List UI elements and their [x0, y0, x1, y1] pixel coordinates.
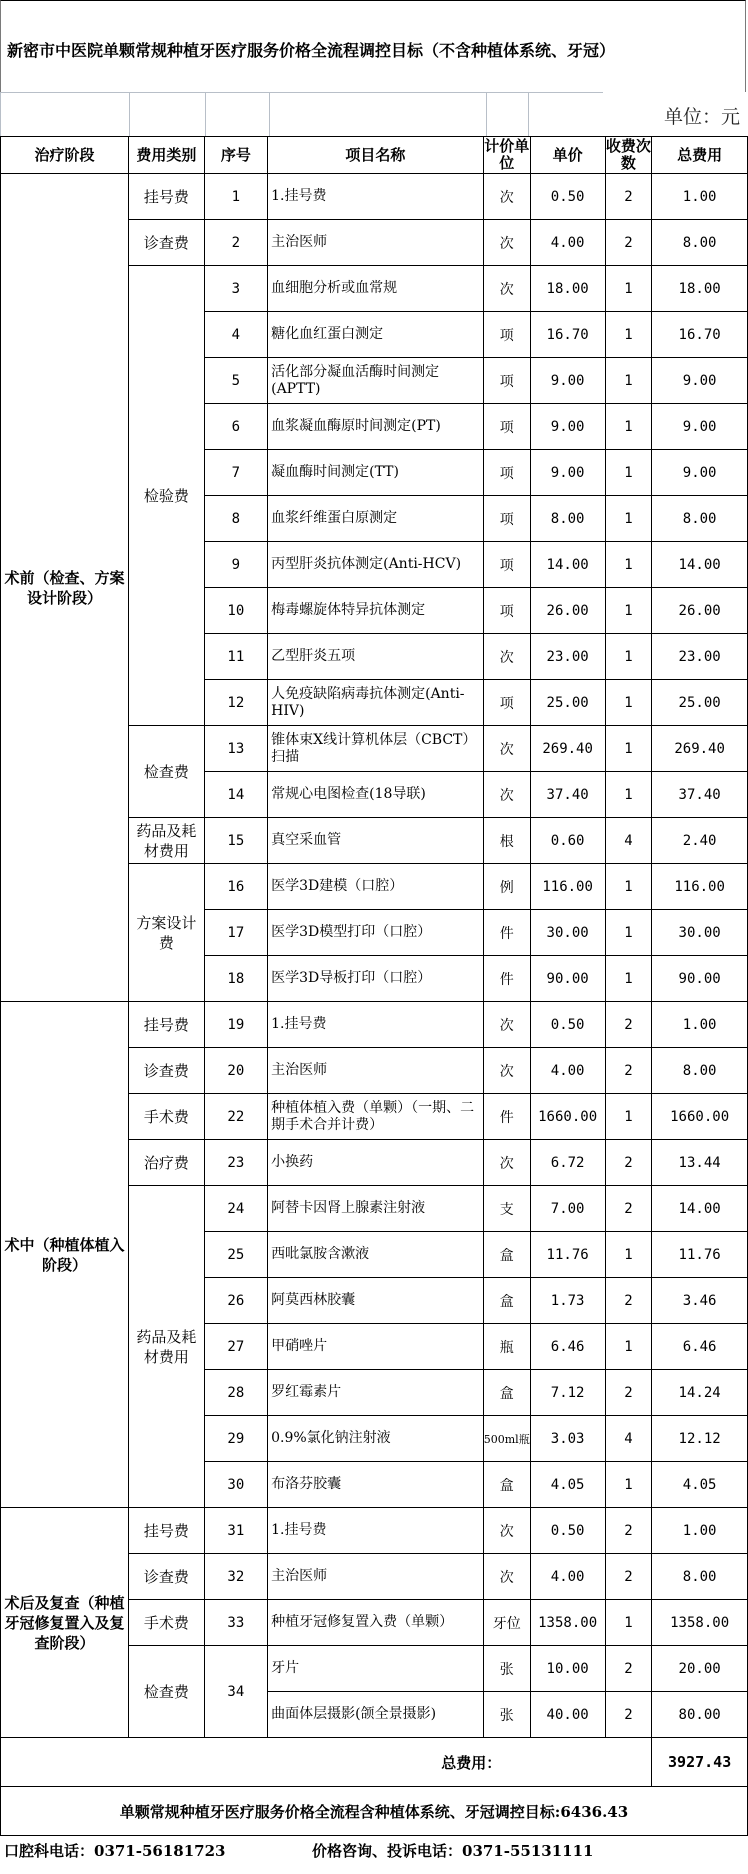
item-name-cell: 医学3D建模（口腔）	[268, 864, 484, 910]
item-name-cell: 丙型肝炎抗体测定(Anti-HCV)	[268, 542, 484, 588]
seq-cell: 18	[204, 956, 268, 1002]
stage-cell: 术前（检查、方案设计阶段）	[1, 174, 129, 1002]
item-name-cell: 阿莫西林胶囊	[268, 1278, 484, 1324]
unit-cell: 张	[483, 1646, 530, 1692]
seq-cell: 8	[204, 496, 268, 542]
unit-cell: 张	[483, 1692, 530, 1738]
seq-cell: 29	[204, 1416, 268, 1462]
seq-cell: 31	[204, 1508, 268, 1554]
total-cell: 14.24	[652, 1370, 748, 1416]
seq-cell: 20	[204, 1048, 268, 1094]
item-name-cell: 血细胞分析或血常规	[268, 266, 484, 312]
price-cell: 30.00	[530, 910, 605, 956]
price-cell: 7.12	[530, 1370, 605, 1416]
item-name-cell: 血浆纤维蛋白原测定	[268, 496, 484, 542]
unit-cell: 项	[483, 496, 530, 542]
seq-cell: 5	[204, 358, 268, 404]
count-cell: 2	[605, 220, 652, 266]
count-cell: 1	[605, 1462, 652, 1508]
count-cell: 2	[605, 1508, 652, 1554]
seq-cell: 25	[204, 1232, 268, 1278]
total-cell: 14.00	[652, 542, 748, 588]
seq-cell: 30	[204, 1462, 268, 1508]
seq-cell: 4	[204, 312, 268, 358]
item-name-cell: 血浆凝血酶原时间测定(PT)	[268, 404, 484, 450]
category-cell: 挂号费	[129, 174, 204, 220]
unit-cell: 次	[483, 266, 530, 312]
count-cell: 1	[605, 772, 652, 818]
price-cell: 4.00	[530, 220, 605, 266]
total-cell: 13.44	[652, 1140, 748, 1186]
price-cell: 6.72	[530, 1140, 605, 1186]
header-row	[1, 137, 748, 174]
category-cell: 诊查费	[129, 1048, 204, 1094]
price-cell: 0.50	[530, 1002, 605, 1048]
price-cell: 0.50	[530, 1508, 605, 1554]
price-cell: 6.46	[530, 1324, 605, 1370]
unit-cell: 支	[483, 1186, 530, 1232]
blank-cell	[129, 92, 205, 136]
price-table	[0, 136, 748, 1836]
total-cell: 116.00	[652, 864, 748, 910]
seq-cell: 16	[204, 864, 268, 910]
count-cell: 1	[605, 910, 652, 956]
total-row	[1, 1738, 748, 1787]
price-cell: 90.00	[530, 956, 605, 1002]
total-cell: 2.40	[652, 818, 748, 864]
item-name-cell: 西吡氯胺含漱液	[268, 1232, 484, 1278]
count-cell: 1	[605, 1600, 652, 1646]
item-name-cell: 甲硝唑片	[268, 1324, 484, 1370]
price-cell: 116.00	[530, 864, 605, 910]
item-name-cell: 罗红霉素片	[268, 1370, 484, 1416]
item-name-cell: 曲面体层摄影(颌全景摄影)	[268, 1692, 484, 1738]
price-cell: 4.05	[530, 1462, 605, 1508]
count-cell: 1	[605, 450, 652, 496]
price-cell: 9.00	[530, 358, 605, 404]
count-cell: 2	[605, 1646, 652, 1692]
unit-cell: 次	[483, 726, 530, 772]
blank-cell	[0, 92, 129, 136]
count-cell: 2	[605, 1278, 652, 1324]
blank-cell	[205, 92, 269, 136]
count-cell: 1	[605, 726, 652, 772]
seq-cell: 27	[204, 1324, 268, 1370]
seq-cell: 24	[204, 1186, 268, 1232]
item-name-cell: 糖化血红蛋白测定	[268, 312, 484, 358]
header-category: 费用类别	[129, 137, 204, 174]
seq-cell: 17	[204, 910, 268, 956]
price-cell: 4.00	[530, 1048, 605, 1094]
unit-cell: 项	[483, 588, 530, 634]
unit-cell: 次	[483, 1002, 530, 1048]
total-cell: 8.00	[652, 496, 748, 542]
blank-cell	[269, 92, 486, 136]
seq-cell: 33	[204, 1600, 268, 1646]
item-name-cell: 主治医师	[268, 220, 484, 266]
item-name-cell: 1.挂号费	[268, 1508, 484, 1554]
seq-cell: 19	[204, 1002, 268, 1048]
unit-cell: 盒	[483, 1462, 530, 1508]
seq-cell: 13	[204, 726, 268, 772]
category-cell: 挂号费	[129, 1508, 204, 1554]
item-name-cell: 阿替卡因肾上腺素注射液	[268, 1186, 484, 1232]
total-cell: 269.40	[652, 726, 748, 772]
count-cell: 1	[605, 358, 652, 404]
category-cell: 诊查费	[129, 220, 204, 266]
total-cell: 30.00	[652, 910, 748, 956]
item-name-cell: 种植体植入费（单颗）（一期、二期手术合并计费）	[268, 1094, 484, 1140]
blank-cell	[486, 92, 528, 136]
total-cell: 1.00	[652, 174, 748, 220]
category-cell: 方案设计费	[129, 864, 204, 1002]
unit-cell: 次	[483, 634, 530, 680]
unit-cell: 件	[483, 956, 530, 1002]
total-cell: 18.00	[652, 266, 748, 312]
category-cell: 手术费	[129, 1094, 204, 1140]
price-cell: 23.00	[530, 634, 605, 680]
count-cell: 2	[605, 1002, 652, 1048]
unit-row	[0, 92, 748, 136]
total-cell: 37.40	[652, 772, 748, 818]
total-cell: 25.00	[652, 680, 748, 726]
total-cell: 8.00	[652, 220, 748, 266]
seq-cell: 26	[204, 1278, 268, 1324]
unit-cell: 项	[483, 450, 530, 496]
total-cell: 11.76	[652, 1232, 748, 1278]
total-cell: 9.00	[652, 404, 748, 450]
unit-cell: 次	[483, 1508, 530, 1554]
total-cell: 8.00	[652, 1048, 748, 1094]
summary-text: 单颗常规种植牙医疗服务价格全流程含种植体系统、牙冠调控目标:6436.43	[1, 1787, 748, 1836]
count-cell: 1	[605, 588, 652, 634]
seq-cell: 10	[204, 588, 268, 634]
item-name-cell: 凝血酶时间测定(TT)	[268, 450, 484, 496]
total-cell: 1.00	[652, 1002, 748, 1048]
count-cell: 1	[605, 1232, 652, 1278]
item-name-cell: 主治医师	[268, 1554, 484, 1600]
count-cell: 1	[605, 542, 652, 588]
header-seq: 序号	[204, 137, 268, 174]
total-cell: 90.00	[652, 956, 748, 1002]
count-cell: 1	[605, 496, 652, 542]
item-name-cell: 常规心电图检查(18导联)	[268, 772, 484, 818]
count-cell: 4	[605, 1416, 652, 1462]
unit-cell: 项	[483, 312, 530, 358]
unit-cell: 次	[483, 772, 530, 818]
header-total: 总费用	[652, 137, 748, 174]
total-cell: 16.70	[652, 312, 748, 358]
price-cell: 9.00	[530, 404, 605, 450]
category-cell: 药品及耗材费用	[129, 818, 204, 864]
blank-cell	[528, 92, 603, 136]
seq-cell: 34	[204, 1646, 268, 1738]
unit-cell: 项	[483, 680, 530, 726]
total-cell: 4.05	[652, 1462, 748, 1508]
header-name: 项目名称	[268, 137, 484, 174]
item-name-cell: 布洛芬胶囊	[268, 1462, 484, 1508]
stage-cell: 术中（种植体植入阶段）	[1, 1002, 129, 1508]
total-cell: 6.46	[652, 1324, 748, 1370]
table-row	[1, 1508, 748, 1554]
seq-cell: 14	[204, 772, 268, 818]
seq-cell: 2	[204, 220, 268, 266]
item-name-cell: 人免疫缺陷病毒抗体测定(Anti-HIV)	[268, 680, 484, 726]
total-label: 总费用：	[1, 1738, 652, 1787]
seq-cell: 32	[204, 1554, 268, 1600]
count-cell: 1	[605, 266, 652, 312]
price-cell: 16.70	[530, 312, 605, 358]
unit-cell: 次	[483, 1554, 530, 1600]
count-cell: 1	[605, 864, 652, 910]
header-count: 收费次数	[605, 137, 651, 172]
unit-cell: 次	[483, 1048, 530, 1094]
item-name-cell: 小换药	[268, 1140, 484, 1186]
count-cell: 1	[605, 680, 652, 726]
seq-cell: 11	[204, 634, 268, 680]
category-cell: 手术费	[129, 1600, 204, 1646]
unit-cell: 牙位	[483, 1600, 530, 1646]
price-cell: 14.00	[530, 542, 605, 588]
seq-cell: 6	[204, 404, 268, 450]
category-cell: 治疗费	[129, 1140, 204, 1186]
price-cell: 1358.00	[530, 1600, 605, 1646]
item-name-cell: 1.挂号费	[268, 1002, 484, 1048]
seq-cell: 22	[204, 1094, 268, 1140]
count-cell: 1	[605, 404, 652, 450]
total-cell: 14.00	[652, 1186, 748, 1232]
item-name-cell: 活化部分凝血活酶时间测定(APTT)	[268, 358, 484, 404]
category-cell: 检验费	[129, 266, 204, 726]
unit-cell: 盒	[483, 1370, 530, 1416]
item-name-cell: 1.挂号费	[268, 174, 484, 220]
header-price: 单价	[530, 137, 605, 174]
price-cell: 269.40	[530, 726, 605, 772]
price-cell: 0.60	[530, 818, 605, 864]
count-cell: 1	[605, 1094, 652, 1140]
total-cell: 1.00	[652, 1508, 748, 1554]
seq-cell: 15	[204, 818, 268, 864]
price-cell: 0.50	[530, 174, 605, 220]
header-stage: 治疗阶段	[1, 137, 129, 174]
complaint-phone: 价格咨询、投诉电话：0371-55131111	[312, 1842, 594, 1860]
unit-cell: 项	[483, 358, 530, 404]
price-cell: 9.00	[530, 450, 605, 496]
unit-cell: 次	[483, 174, 530, 220]
count-cell: 1	[605, 312, 652, 358]
unit-cell: 件	[483, 910, 530, 956]
total-cell: 1358.00	[652, 1600, 748, 1646]
price-cell: 4.00	[530, 1554, 605, 1600]
page-title: 新密市中医院单颗常规种植牙医疗服务价格全流程调控目标（不含种植体系统、牙冠）	[7, 41, 616, 60]
seq-cell: 12	[204, 680, 268, 726]
total-cell: 9.00	[652, 450, 748, 496]
price-cell: 26.00	[530, 588, 605, 634]
total-cell: 80.00	[652, 1692, 748, 1738]
price-cell: 11.76	[530, 1232, 605, 1278]
category-cell: 挂号费	[129, 1002, 204, 1048]
footer-contacts	[0, 1826, 748, 1874]
price-cell: 7.00	[530, 1186, 605, 1232]
item-name-cell: 牙片	[268, 1646, 484, 1692]
total-cell: 20.00	[652, 1646, 748, 1692]
item-name-cell: 医学3D模型打印（口腔）	[268, 910, 484, 956]
count-cell: 2	[605, 1554, 652, 1600]
total-cell: 1660.00	[652, 1094, 748, 1140]
unit-cell: 根	[483, 818, 530, 864]
price-cell: 37.40	[530, 772, 605, 818]
dental-phone: 口腔科电话：0371-56181723	[4, 1842, 226, 1860]
seq-cell: 28	[204, 1370, 268, 1416]
category-cell: 诊查费	[129, 1554, 204, 1600]
total-cell: 3.46	[652, 1278, 748, 1324]
total-value: 3927.43	[652, 1738, 748, 1787]
count-cell: 2	[605, 174, 652, 220]
total-cell: 12.12	[652, 1416, 748, 1462]
unit-cell: 项	[483, 404, 530, 450]
price-cell: 40.00	[530, 1692, 605, 1738]
unit-cell: 瓶	[483, 1324, 530, 1370]
count-cell: 1	[605, 956, 652, 1002]
seq-cell: 7	[204, 450, 268, 496]
item-name-cell: 主治医师	[268, 1048, 484, 1094]
price-cell: 10.00	[530, 1646, 605, 1692]
count-cell: 2	[605, 1048, 652, 1094]
unit-cell: 盒	[483, 1278, 530, 1324]
category-cell: 药品及耗材费用	[129, 1186, 204, 1508]
price-cell: 1660.00	[530, 1094, 605, 1140]
seq-cell: 23	[204, 1140, 268, 1186]
item-name-cell: 0.9%氯化钠注射液	[268, 1416, 484, 1462]
seq-cell: 3	[204, 266, 268, 312]
title-row	[0, 0, 746, 92]
unit-cell: 次	[483, 1140, 530, 1186]
count-cell: 1	[605, 634, 652, 680]
total-cell: 8.00	[652, 1554, 748, 1600]
category-cell: 检查费	[129, 726, 204, 818]
unit-cell: 500ml瓶	[483, 1416, 530, 1462]
unit-cell: 例	[483, 864, 530, 910]
header-unit: 计价单位	[484, 137, 530, 172]
item-name-cell: 医学3D导板打印（口腔）	[268, 956, 484, 1002]
count-cell: 2	[605, 1370, 652, 1416]
price-cell: 8.00	[530, 496, 605, 542]
unit-cell: 项	[483, 542, 530, 588]
category-cell: 检查费	[129, 1646, 204, 1738]
total-cell: 26.00	[652, 588, 748, 634]
total-cell: 9.00	[652, 358, 748, 404]
stage-cell: 术后及复查（种植牙冠修复置入及复查阶段）	[1, 1508, 129, 1738]
table-row	[1, 1002, 748, 1048]
total-cell: 23.00	[652, 634, 748, 680]
price-cell: 1.73	[530, 1278, 605, 1324]
count-cell: 2	[605, 1140, 652, 1186]
count-cell: 1	[605, 1324, 652, 1370]
unit-cell: 盒	[483, 1232, 530, 1278]
item-name-cell: 乙型肝炎五项	[268, 634, 484, 680]
unit-cell: 次	[483, 220, 530, 266]
seq-cell: 9	[204, 542, 268, 588]
table-row	[1, 174, 748, 220]
count-cell: 2	[605, 1186, 652, 1232]
item-name-cell: 真空采血管	[268, 818, 484, 864]
price-cell: 18.00	[530, 266, 605, 312]
price-cell: 3.03	[530, 1416, 605, 1462]
price-cell: 25.00	[530, 680, 605, 726]
item-name-cell: 锥体束X线计算机体层（CBCT）扫描	[268, 726, 484, 772]
count-cell: 4	[605, 818, 652, 864]
seq-cell: 1	[204, 174, 268, 220]
unit-cell: 件	[483, 1094, 530, 1140]
unit-label: 单位：元	[663, 106, 740, 128]
item-name-cell: 种植牙冠修复置入费（单颗）	[268, 1600, 484, 1646]
item-name-cell: 梅毒螺旋体特异抗体测定	[268, 588, 484, 634]
count-cell: 2	[605, 1692, 652, 1738]
